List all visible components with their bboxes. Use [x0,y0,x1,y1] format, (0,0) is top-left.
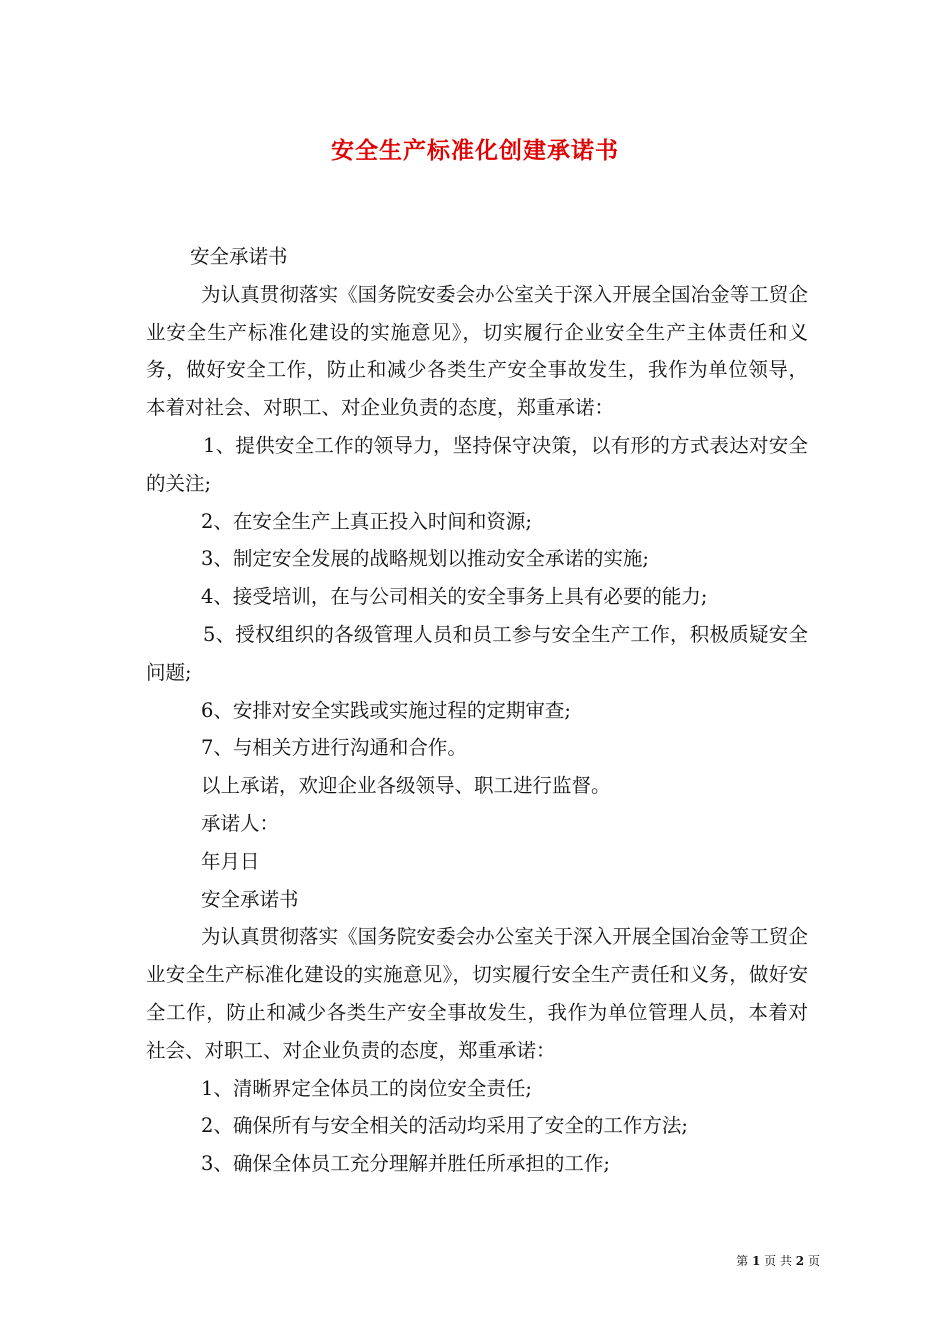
section1-heading: 安全承诺书 [190,245,288,268]
section2-item: 1、清晰界定全体员工的岗位安全责任; [201,1076,532,1100]
document-body [146,238,808,1183]
section1-item: 3、制定安全发展的战略规划以推动安全承诺的实施; [201,547,649,571]
footer-current-page: 1 [751,1254,761,1268]
footer-prefix: 第 [736,1254,749,1268]
page-footer [680,1252,820,1269]
section1-signer: 承诺人： [201,811,280,835]
section1-item: 2、在安全生产上真正投入时间和资源; [201,509,532,533]
section1-item: 1、提供安全工作的领导力，坚持保守决策，以有形的方式表达对安全的关注; [146,433,808,495]
section1-item: 5、授权组织的各级管理人员和员工参与安全生产工作，积极质疑安全问题; [146,622,808,684]
section1-item: 7、与相关方进行沟通和合作。 [201,736,467,760]
section2-item: 3、确保全体员工充分理解并胜任所承担的工作; [201,1152,610,1176]
section1-item: 4、接受培训，在与公司相关的安全事务上具有必要的能力; [201,585,708,609]
section1-item: 6、安排对安全实践或实施过程的定期审查; [201,698,571,722]
document-title: 安全生产标准化创建承诺书 [331,137,619,164]
section2-intro: 为认真贯彻落实《国务院安委会办公室关于深入开展全国冶金等工贸企业安全生产标准化建设的实施意见》，切实履行安全生产责任和义务，做好安全工作，防止和减少各类生产安全事故发生，我作为单位管理人员，本着对社会、对职工、对企业负责的态度，郑重承诺： [146,925,808,1062]
section2-item: 2、确保所有与安全相关的活动均采用了安全的工作方法; [201,1114,688,1138]
section1-date: 年月日 [201,849,260,873]
footer-middle: 页 共 [764,1254,792,1268]
section2-heading: 安全承诺书 [201,887,299,911]
footer-suffix: 页 [807,1254,820,1268]
footer-total-pages: 2 [795,1254,805,1268]
section1-closing: 以上承诺，欢迎企业各级领导、职工进行监督。 [201,774,611,798]
section1-intro: 为认真贯彻落实《国务院安委会办公室关于深入开展全国冶金等工贸企业安全生产标准化建设的实施意见》，切实履行企业安全生产主体责任和义务，做好安全工作，防止和减少各类生产安全事故发生，我作为单位领导，本着对社会、对职工、对企业负责的态度，郑重承诺： [146,282,808,420]
